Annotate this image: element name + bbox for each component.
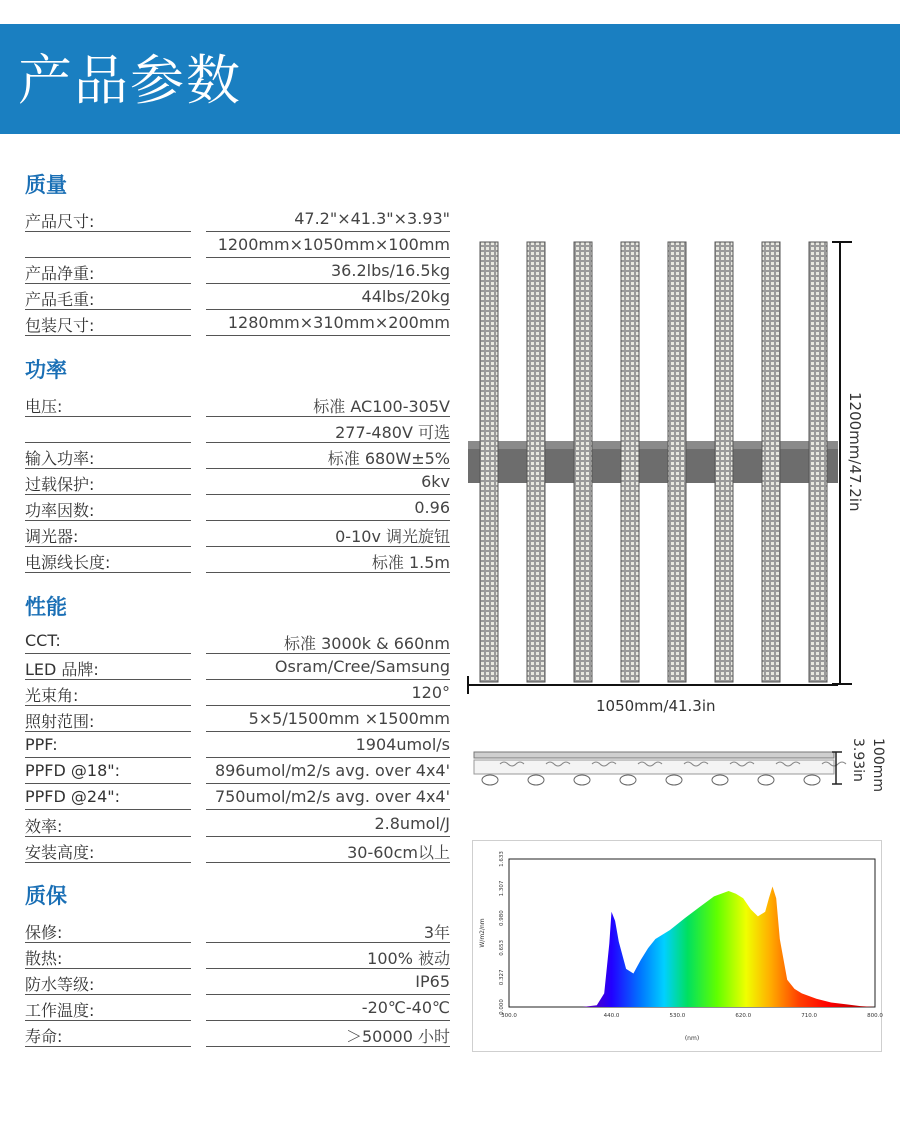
mount-foot [482, 775, 498, 785]
spec-label: 产品毛重: [25, 287, 191, 310]
section-title: 质保 [25, 884, 67, 908]
spectrum-area [582, 887, 875, 1008]
spec-label [25, 235, 191, 258]
spec-value: 0-10v 调光旋钮 [206, 524, 450, 547]
spec-label: 保修: [25, 920, 191, 943]
spec-row [25, 784, 450, 810]
spec-row [25, 443, 450, 469]
spec-label: 照射范围: [25, 709, 191, 732]
spec-value: -20℃-40℃ [206, 998, 450, 1021]
depth-mm-label: 100mm [870, 738, 886, 792]
spec-label: 效率: [25, 814, 191, 837]
spec-value: ＞50000 小时 [206, 1024, 450, 1047]
y-tick-label: 0.980 [499, 910, 505, 927]
spec-value: 750umol/m2/s avg. over 4x4' [206, 787, 450, 810]
spec-row [25, 837, 450, 863]
width-dimension [468, 676, 838, 694]
led-strip [715, 242, 733, 682]
led-strip [621, 242, 639, 682]
spec-value: 5×5/1500mm ×1500mm [206, 709, 450, 732]
spec-value: 1904umol/s [206, 735, 450, 758]
depth-in-label: 3.93in [850, 738, 866, 782]
spec-value: 30-60cm以上 [206, 840, 450, 863]
spec-label: LED 品牌: [25, 657, 191, 680]
spec-row [25, 391, 450, 417]
x-tick-label: 800.0 [867, 1013, 883, 1019]
spec-label: 过载保护: [25, 472, 191, 495]
spec-row [25, 706, 450, 732]
mount-foot [528, 775, 544, 785]
spec-row [25, 628, 450, 654]
spec-value: 36.2lbs/16.5kg [206, 261, 450, 284]
spec-row [25, 758, 450, 784]
spec-label: 功率因数: [25, 498, 191, 521]
spec-row [25, 284, 450, 310]
spec-value: 1200mm×1050mm×100mm [206, 235, 450, 258]
spec-row [25, 969, 450, 995]
spec-row [25, 732, 450, 758]
section-title: 性能 [25, 595, 67, 619]
spec-row [25, 943, 450, 969]
spec-label: 散热: [25, 946, 191, 969]
spec-row [25, 654, 450, 680]
spec-label: 安装高度: [25, 840, 191, 863]
y-tick-label: 1.307 [499, 880, 505, 897]
x-tick-label: 620.0 [735, 1013, 752, 1019]
mount-foot [666, 775, 682, 785]
spec-label: PPFD @18": [25, 761, 191, 784]
spec-value: 标准 1.5m [206, 550, 450, 573]
spec-row [25, 547, 450, 573]
spec-row [25, 206, 450, 232]
spec-row [25, 917, 450, 943]
spec-value: 120° [206, 683, 450, 706]
y-tick-label: 1.633 [499, 851, 505, 867]
spec-row [25, 680, 450, 706]
mount-foot [620, 775, 636, 785]
product-front-view [460, 236, 900, 696]
spec-row [25, 495, 450, 521]
height-label: 1200mm/47.2in [846, 392, 864, 512]
spec-row [25, 521, 450, 547]
spec-row [25, 811, 450, 837]
spec-value: 896umol/m2/s avg. over 4x4' [206, 761, 450, 784]
spec-value: 标准 AC100-305V [206, 394, 450, 417]
spec-value: 1280mm×310mm×200mm [206, 313, 450, 336]
led-strip [574, 242, 592, 682]
section-title: 质量 [25, 173, 67, 197]
product-side-view [470, 740, 850, 800]
spec-label: 调光器: [25, 524, 191, 547]
spectrum-chart [473, 841, 881, 1051]
spec-row [25, 417, 450, 443]
mount-foot [574, 775, 590, 785]
width-label: 1050mm/41.3in [596, 697, 716, 715]
spec-value: 277-480V 可选 [206, 420, 450, 443]
spec-label: 防水等级: [25, 972, 191, 995]
led-strip [668, 242, 686, 682]
spec-value: 100% 被动 [206, 946, 450, 969]
x-tick-label: 710.0 [801, 1013, 817, 1019]
spec-label [25, 420, 191, 443]
x-axis-label: (nm) [684, 1035, 700, 1042]
page-title: 产品参数 [18, 49, 242, 112]
section-title: 功率 [25, 358, 67, 382]
spec-row [25, 258, 450, 284]
y-tick-label: 0.000 [499, 999, 505, 1015]
spec-row [25, 995, 450, 1021]
spec-row [25, 1021, 450, 1047]
mount-foot [758, 775, 774, 785]
spec-label: PPFD @24": [25, 787, 191, 810]
y-axis-label: W/m2/nm [479, 918, 486, 948]
spec-value: Osram/Cree/Samsung [206, 657, 450, 680]
x-tick-label: 440.0 [603, 1013, 620, 1019]
spec-value: 47.2"×41.3"×3.93" [206, 209, 450, 232]
spec-label: 光束角: [25, 683, 191, 706]
led-strip [527, 242, 545, 682]
spec-label: 输入功率: [25, 446, 191, 469]
spec-label: 工作温度: [25, 998, 191, 1021]
spec-label: 电压: [25, 394, 191, 417]
x-tick-label: 300.0 [501, 1013, 517, 1019]
spec-label: 产品尺寸: [25, 209, 191, 232]
spec-row [25, 310, 450, 336]
y-tick-label: 0.653 [499, 939, 505, 956]
mount-foot [712, 775, 728, 785]
spec-value: IP65 [206, 972, 450, 995]
led-strip [762, 242, 780, 682]
x-tick-label: 530.0 [669, 1013, 686, 1019]
spec-value: 0.96 [206, 498, 450, 521]
led-strip [480, 242, 498, 682]
led-strip [809, 242, 827, 682]
spec-label: CCT: [25, 631, 191, 654]
spec-value: 6kv [206, 472, 450, 495]
spec-row [25, 469, 450, 495]
page-header [0, 24, 900, 134]
spectrum-chart-frame [472, 840, 882, 1052]
spec-value: 3年 [206, 920, 450, 943]
spec-value: 标准 3000k & 660nm [206, 631, 450, 654]
spec-label: 包装尺寸: [25, 313, 191, 336]
spec-label: PPF: [25, 735, 191, 758]
spec-value: 44lbs/20kg [206, 287, 450, 310]
mount-foot [804, 775, 820, 785]
spec-value: 2.8umol/J [206, 814, 450, 837]
spec-label: 产品净重: [25, 261, 191, 284]
spec-row [25, 232, 450, 258]
spec-label: 寿命: [25, 1024, 191, 1047]
spec-label: 电源线长度: [25, 550, 191, 573]
spec-value: 标准 680W±5% [206, 446, 450, 469]
y-tick-label: 0.327 [499, 969, 505, 986]
